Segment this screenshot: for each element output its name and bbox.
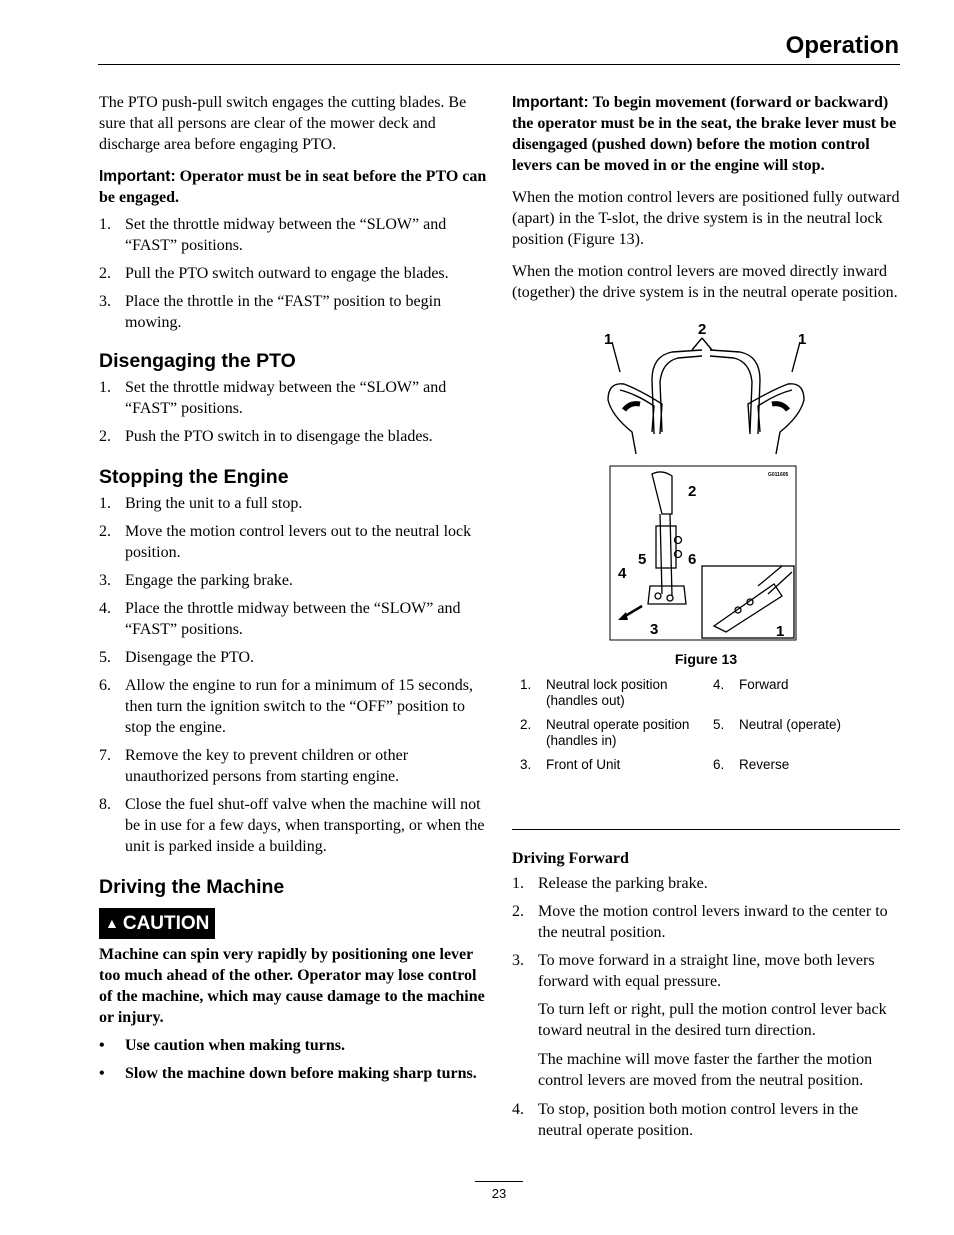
pto-intro-paragraph: The PTO push-pull switch engages the cutting blades. Be sure that all persons are clear of the mower deck and discharge area before engaging PTO.: [99, 94, 467, 153]
disengage-pto-steps: [99, 377, 487, 447]
table-row: [520, 757, 841, 781]
step-number: 5.: [99, 649, 111, 666]
inward-arrow-left-icon: [624, 404, 640, 410]
step-text: Disengage the PTO.: [125, 649, 255, 666]
table-row: [520, 677, 841, 717]
inward-arrow-right-icon: [772, 404, 788, 410]
bullet-text: Use caution when making turns.: [125, 1037, 346, 1054]
important-note-pto: [99, 166, 487, 208]
legend-number: 4.: [713, 677, 725, 692]
step-number: 4.: [512, 1101, 524, 1118]
step-number: 2.: [99, 265, 111, 282]
legend-number: 1.: [520, 677, 532, 692]
list-item: [99, 493, 487, 514]
caution-bullets: [99, 1035, 487, 1084]
engage-pto-steps: [99, 214, 487, 333]
step-text: Pull the PTO switch outward to engage the blades.: [125, 265, 449, 282]
step-text: To move forward in a straight line, move both levers forward with equal pressure.: [538, 952, 875, 990]
figure-code: G011605: [768, 472, 789, 478]
bullet: •: [99, 1065, 105, 1082]
step-text: Move the motion control levers out to the neutral lock position.: [125, 523, 472, 561]
neutral-lock-paragraph: When the motion control levers are positioned fully outward (apart) in the T-slot, the drive system is in the neutral lock position (Figure 13).: [512, 189, 900, 248]
list-item: [99, 1063, 487, 1084]
important-label: Important:: [512, 94, 589, 111]
driving-forward-stop-step: [512, 1099, 900, 1141]
speed-instruction-paragraph: The machine will move faster the farther the motion control levers are moved from the neutral position.: [538, 1051, 873, 1089]
step-number: 7.: [99, 747, 111, 764]
bullet: •: [99, 1037, 105, 1054]
figure-legend: [520, 677, 841, 781]
right-column: [512, 92, 900, 1148]
list-item: [99, 521, 487, 563]
neutral-operate-paragraph: When the motion control levers are moved directly inward (together) the drive system is in the neutral operate position.: [512, 263, 898, 301]
step-text: Allow the engine to run for a minimum of 15 seconds, then turn the ignition switch to the “OFF” position to stop the engine.: [125, 677, 473, 736]
legend-text: Reverse: [739, 757, 790, 772]
warning-triangle-icon: ▲: [105, 915, 119, 931]
figure-caption: Figure 13: [674, 651, 738, 667]
page-header-title: Operation: [785, 32, 899, 59]
callout-label: 6: [688, 551, 697, 568]
callout-label: 1: [604, 331, 613, 348]
motion-control-illustration: [512, 314, 900, 644]
driving-forward-heading: Driving Forward: [512, 850, 629, 867]
list-item: [99, 263, 487, 284]
list-item: [99, 794, 487, 857]
step-number: 4.: [99, 600, 111, 617]
caution-banner: [99, 908, 215, 939]
step-number: 2.: [512, 903, 524, 920]
list-item: [99, 570, 487, 591]
callout-label: 2: [688, 483, 697, 500]
important-text: To begin movement (forward or backward) the operator must be in the seat, the brake lever must be disengaged (pushed down) before the motion control levers can be moved in or the engine will stop.: [512, 94, 897, 174]
list-item: [512, 901, 900, 943]
figure-13: [512, 314, 900, 772]
step-number: 1.: [512, 875, 524, 892]
step-text: Bring the unit to a full stop.: [125, 495, 303, 512]
driving-forward-steps: [512, 873, 900, 992]
list-item: [99, 745, 487, 787]
legend-number: 2.: [520, 717, 532, 732]
step-text: Set the throttle midway between the “SLOW” and “FAST” positions.: [125, 216, 447, 254]
important-text: Operator must be in seat before the PTO can be engaged.: [99, 168, 487, 206]
section-heading-driving-machine: Driving the Machine: [99, 876, 285, 898]
page-number: 23: [491, 1186, 507, 1201]
left-column: [99, 92, 487, 1091]
list-item: [99, 675, 487, 738]
step-text: Release the parking brake.: [538, 875, 708, 892]
lever-top-view: [608, 338, 804, 454]
legend-text: Forward: [739, 677, 789, 692]
legend-number: 6.: [713, 757, 725, 772]
important-label: Important:: [99, 168, 176, 185]
turn-instruction-paragraph: To turn left or right, pull the motion control lever back toward neutral in the desired turn direction.: [538, 1001, 887, 1039]
caution-text: Machine can spin very rapidly by positioning one lever too much ahead of the other. Operator may lose control of the machine, which may cause damage to the machine or injury.: [99, 946, 485, 1026]
step-number: 2.: [99, 523, 111, 540]
legend-text: Neutral operate position (handles in): [546, 717, 690, 748]
callout-label: 1: [798, 331, 807, 348]
legend-text: Neutral (operate): [739, 717, 842, 732]
list-item: [512, 1099, 900, 1141]
legend-number: 5.: [713, 717, 725, 732]
header-rule: [98, 64, 900, 65]
callout-label: 4: [618, 565, 627, 582]
step-number: 1.: [99, 379, 111, 396]
list-item: [99, 598, 487, 640]
step-number: 3.: [99, 293, 111, 310]
step-text: Push the PTO switch in to disengage the blades.: [125, 428, 433, 445]
step-number: 6.: [99, 677, 111, 694]
list-item: [99, 426, 487, 447]
section-heading-stopping-engine: Stopping the Engine: [99, 466, 289, 488]
step-number: 1.: [99, 495, 111, 512]
step-text: Set the throttle midway between the “SLOW” and “FAST” positions.: [125, 379, 447, 417]
step-text: Place the throttle midway between the “SLOW” and “FAST” positions.: [125, 600, 461, 638]
step-number: 1.: [99, 216, 111, 233]
legend-text: Front of Unit: [546, 757, 621, 772]
caution-label: CAUTION: [122, 913, 210, 934]
callout-label: 5: [638, 551, 647, 568]
list-item: [512, 950, 900, 992]
list-item: [99, 291, 487, 333]
callout-label: 2: [698, 321, 707, 338]
step-number: 8.: [99, 796, 111, 813]
step-number: 2.: [99, 428, 111, 445]
legend-rule: [512, 829, 900, 830]
bullet-text: Slow the machine down before making sharp turns.: [125, 1065, 477, 1082]
step-text: Engage the parking brake.: [125, 572, 293, 589]
list-item: [99, 647, 487, 668]
step-text: Move the motion control levers inward to the center to the neutral position.: [538, 903, 888, 941]
list-item: [99, 1035, 487, 1056]
stopping-engine-steps: [99, 493, 487, 857]
table-row: [520, 717, 841, 757]
step-number: 3.: [99, 572, 111, 589]
callout-label: 3: [650, 621, 659, 638]
important-note-movement: [512, 92, 900, 176]
legend-number: 3.: [520, 757, 532, 772]
step-text: Close the fuel shut-off valve when the machine will not be in use for a few days, when transporting, or when the unit is parked inside a building.: [125, 796, 485, 855]
list-item: [99, 214, 487, 256]
section-heading-disengaging-pto: Disengaging the PTO: [99, 350, 296, 372]
step-text: To stop, position both motion control levers in the neutral operate position.: [538, 1101, 859, 1139]
list-item: [512, 873, 900, 894]
footer-rule: [475, 1181, 523, 1182]
list-item: [99, 377, 487, 419]
step-text: Place the throttle in the “FAST” position to begin mowing.: [125, 293, 442, 331]
callout-label: 1: [776, 623, 785, 640]
legend-text: Neutral lock position (handles out): [546, 677, 668, 708]
step-text: Remove the key to prevent children or other unauthorized persons from starting engine.: [125, 747, 409, 785]
step-number: 3.: [512, 952, 524, 969]
